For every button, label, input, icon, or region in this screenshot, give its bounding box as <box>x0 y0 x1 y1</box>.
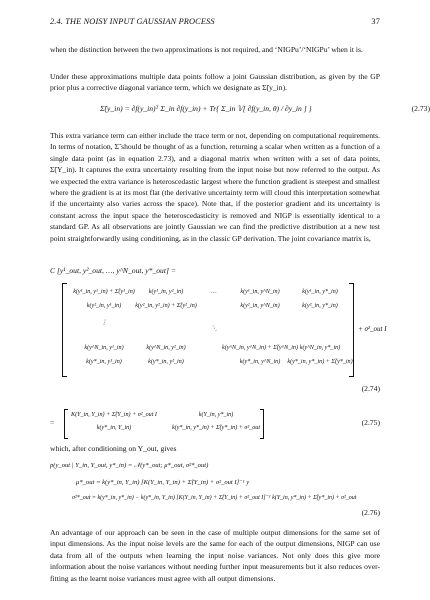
paragraph-conditioning: which, after conditioning on Y_out, gives <box>50 444 177 453</box>
equation-number-2-73: (2.73) <box>411 104 430 113</box>
matrix-cell: k(y^N_in, y²_in) <box>146 345 186 351</box>
matrix-cell: k(y^N_in, y¹_in) <box>84 345 124 351</box>
block-matrix-cell: k(Y_in, y*_in) <box>198 412 234 418</box>
paragraph-variance-term: This extra variance term can either include the trace term or not, depending on computational requirements. In terms of notation, Σ̃ should be thought of as a function, returning a scalar when written as a function of a single data point (as in equation 2.73), and a diagonal matrix when written with a set of data points, Σ̃(Y_in). It captures the extra uncertainty resulting from the input noise but now referred to the output. As we expected the extra variance is heteroscedastic largest where the function gradient is steepest and smallest where the gradient is at its most flat (the derivative uncertainty term will cloud this interpretation somewhat if the uncertainty also varies across the space). Note that, if the posterior gradient and its uncertainty is constant across the input space the heteroscedasticity is removed and NIGP is essentially identical to a standard GP. As all observations are jointly Gaussian we can find the predictive distribution at a new test point straightforwardly using conditioning, as in the classic GP derivation. The joint covariance matrix is, <box>50 131 380 243</box>
matrix-left-bracket <box>62 283 67 377</box>
matrix-cell: ⋮ <box>100 320 108 326</box>
equation-2-76-line-1 <box>50 462 380 470</box>
equation-2-73-body: Σ̃(y_in) = ∂f(y_in)ᵀ Σ_in ∂f(y_in) + Tr{ Σ_in 𝕍[ ∂f(y_in, θ) / ∂y_in ] } <box>100 104 312 113</box>
matrix-noise-term: + σ²_out I <box>358 325 387 333</box>
equation-2-76-line-2 <box>50 478 406 486</box>
equation-number-2-74: (2.74) <box>361 384 380 393</box>
block-matrix-cell: K(Y_in, Y_in) + Σ̃(Y_in) + σ²_out I <box>71 412 157 418</box>
block-matrix-left-bracket <box>64 409 68 439</box>
equals-sign: = <box>50 418 55 427</box>
running-header <box>50 17 380 26</box>
matrix-cell: k(y*_in, y²_in) <box>148 359 184 365</box>
predictive-distribution: p(y_out | Y_in, Y_out, y*_in) = 𝒩(y*_out; μ*_out, σ²*_out) <box>50 462 209 469</box>
block-matrix-cell: k(y*_in, y*_in) + Σ̃(y*_in) + σ²_out <box>171 425 261 431</box>
equation-2-73 <box>50 104 430 113</box>
equation-2-76-line-3 <box>50 494 380 501</box>
matrix-cell: k(y^N_in, y*_in) <box>299 345 341 351</box>
matrix-cell: k(y¹_in, y^N_in) <box>240 289 280 295</box>
matrix-cell: k(y¹_in, y*_in) <box>302 289 338 295</box>
matrix-cell: ⋱ <box>210 326 218 332</box>
matrix-cell: … <box>211 289 217 295</box>
matrix-cell: k(y*_in, y^N_in) <box>239 359 281 365</box>
equation-number-2-76: (2.76) <box>361 508 380 517</box>
block-matrix-cell: k(y*_in, Y_in) <box>96 425 132 431</box>
matrix-cell: k(y¹_in, y¹_in) + Σ̃(y¹_in) <box>73 289 135 295</box>
predictive-mean: μ*_out = k(y*_in, Y_in) [K(Y_in, Y_in) + Σ̃(Y_in) + σ²_out I]⁻¹ y <box>76 479 250 486</box>
matrix-cell: k(y²_in, y*_in) <box>302 303 338 309</box>
matrix-cell: k(y^N_in, y^N_in) + Σ̃(y^N_in) <box>221 345 299 351</box>
page-number: 37 <box>371 17 380 26</box>
matrix-cell: k(y²_in, y²_in) + Σ̃(y²_in) <box>135 303 197 309</box>
section-title: 2.4. THE NOISY INPUT GAUSSIAN PROCESS <box>50 17 215 26</box>
joint-covariance-lhs-text: C [y¹_out, y²_out, …, y^N_out, y*_out] = <box>50 266 176 275</box>
predictive-variance: σ²*_out = k(y*_in, y*_in) − k(y*_in, Y_in) [K(Y_in, Y_in) + Σ̃(Y_in) + σ²_out I]⁻¹ k(Y_in, y*_in) + Σ̃(y*_in) + σ²_out <box>72 495 357 501</box>
joint-covariance-lhs <box>50 266 380 275</box>
paragraph-approximations: Under these approximations multiple data points follow a joint Gaussian distribution, as given by the GP prior plus a corrective diagonal variance term, which we designate as Σ̃(y_in). <box>50 72 380 93</box>
matrix-cell: k(y²_in, y¹_in) <box>86 303 122 309</box>
matrix-cell: k(y¹_in, y²_in) <box>148 289 184 295</box>
matrix-cell: k(y*_in, y*_in) + Σ̃(y*_in) <box>287 359 353 365</box>
paragraph-intro: when the distinction between the two approximations is not required, and ‘NIGPu’/‘NIGPu’ when it is. <box>50 45 363 54</box>
matrix-cell: k(y²_in, y^N_in) <box>240 303 280 309</box>
paragraph-multiple-outputs: An advantage of our approach can be seen in the case of multiple output dimensions for the same set of input dimensions. As the input noise levels are the same for each of the output dimensions, NIGP can use data from all of the outputs when learning the input noise variances. Not only does this give more information about the noise variances without needing further input measurements but it also reduces over-fitting as the learnt noise variances must agree with all output dimensions. <box>50 528 380 583</box>
block-matrix-right-bracket <box>260 409 264 439</box>
equation-number-2-75: (2.75) <box>361 418 380 427</box>
matrix-cell: k(y*_in, y¹_in) <box>86 359 122 365</box>
block-covariance-matrix <box>64 409 264 437</box>
equation-2-75-equals <box>50 418 60 427</box>
covariance-matrix <box>62 283 354 375</box>
